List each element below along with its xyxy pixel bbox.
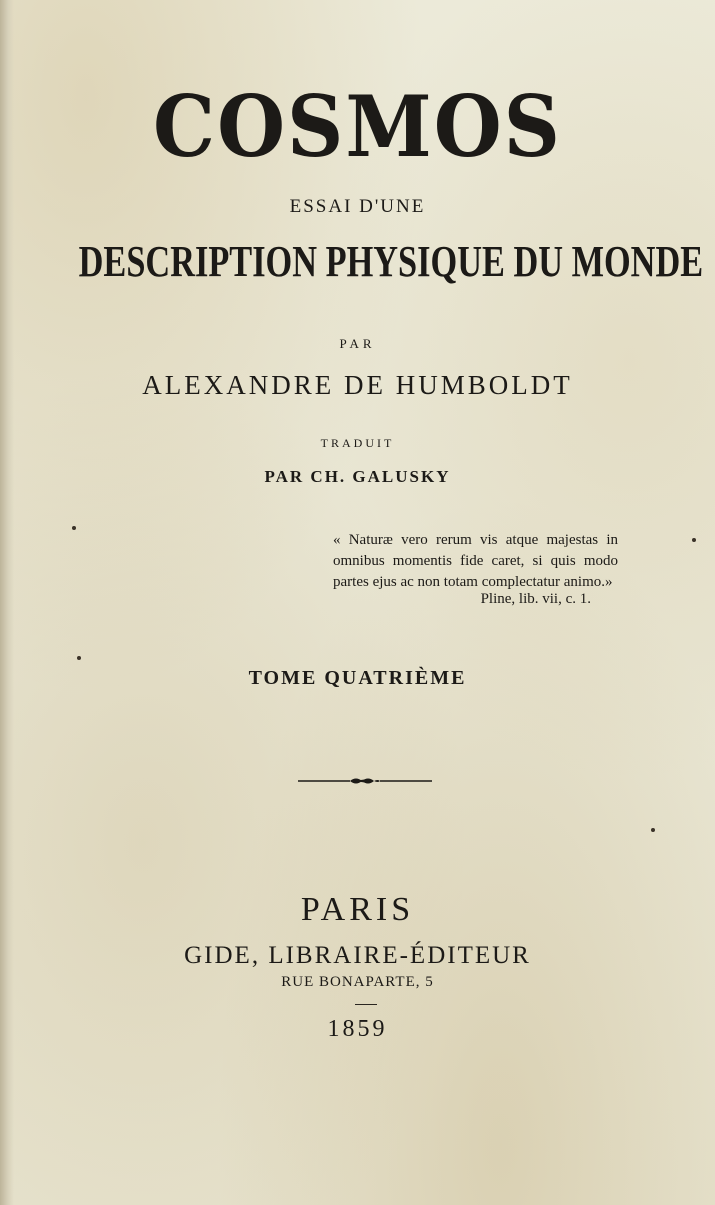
ink-spot [77,656,81,660]
imprint-address: RUE BONAPARTE, 5 [281,974,434,990]
book-heading: DESCRIPTION PHYSIQUE DU MONDE [78,237,704,286]
ink-spot [692,538,696,542]
translated-label: TRADUIT [320,436,395,450]
imprint-rule [355,1004,377,1005]
translator-name: PAR CH. GALUSKY [264,467,451,486]
imprint-publisher: GIDE, LIBRAIRE-ÉDITEUR [184,942,531,969]
ink-spot [651,828,655,832]
ornament-divider [298,774,432,788]
epigraph-attribution: Pline, lib. vii, c. 1. [480,591,591,607]
book-subtitle: ESSAI D'UNE [289,196,426,217]
ink-spot [72,526,76,530]
byline-prefix: PAR [339,336,376,351]
imprint-year: 1859 [327,1016,388,1042]
book-title: COSMOS [153,78,562,177]
author-name: ALEXANDRE DE HUMBOLDT [142,370,573,400]
volume-label: TOME QUATRIÈME [248,667,467,689]
epigraph-text: « Naturæ vero rerum vis atque majestas in omnibus momentis fide caret, si quis modo partes ejus ac non totam complectatur animo.» [333,532,618,590]
imprint-city: PARIS [300,891,415,928]
